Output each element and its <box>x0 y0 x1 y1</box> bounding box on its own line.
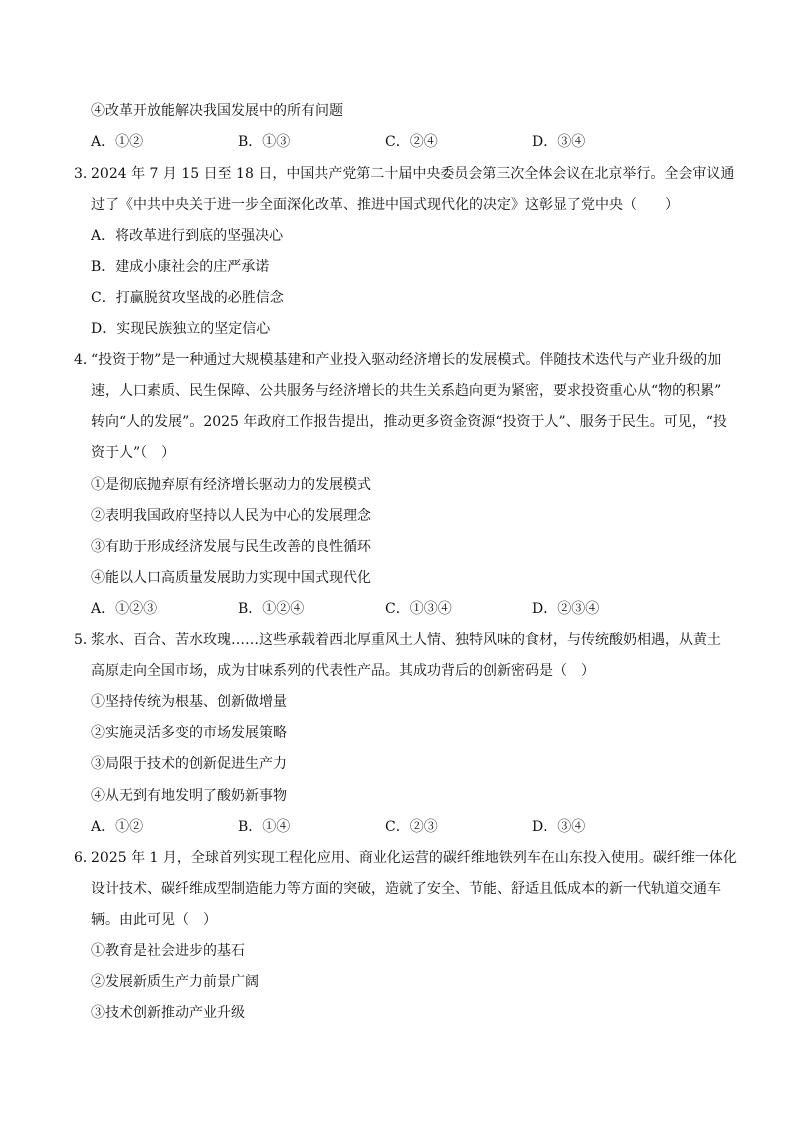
q3-stem-line-2: 过了《中共中央关于进一步全面深化改革、推进中国式现代化的决定》这彰显了党中央（ ） <box>91 197 679 213</box>
q4-option-b: B．①②④ <box>238 601 305 617</box>
q4-options <box>91 599 731 619</box>
q4-stem-line-2: 速，人口素质、民生保障、公共服务与经济增长的共生关系趋向更为紧密，要求投资重心从“物的积累” <box>91 383 722 399</box>
q4-stem-line-1: 4．“投资于物”是一种通过大规模基建和产业投入驱动经济增长的发展模式。伴随技术迭代与产业升级的加 <box>74 352 722 368</box>
q5-item-2: ②实施灵活多变的市场发展策略 <box>91 725 287 741</box>
q5-option-a: A．①② <box>91 819 144 835</box>
q4-item-3: ③有助于形成经济发展与民生改善的良性循环 <box>91 539 371 555</box>
q3-number: 3． <box>74 166 97 182</box>
q5-option-d: D．③④ <box>532 819 586 835</box>
q3-option-b: B．建成小康社会的庄严承诺 <box>91 259 270 275</box>
q6-item-1: ①教育是社会进步的基石 <box>91 943 245 959</box>
q3-option-a: A．将改革进行到底的坚强决心 <box>91 228 284 244</box>
q4-item-2: ②表明我国政府坚持以人民为中心的发展理念 <box>91 508 371 524</box>
q5-option-b: B．①④ <box>238 819 291 835</box>
q2-option-b: B．①③ <box>238 134 291 150</box>
q5-options <box>91 817 731 837</box>
q4-option-a: A．①②③ <box>91 601 158 617</box>
q5-stem-line-2: 高原走向全国市场，成为甘味系列的代表性产品。其成功背后的创新密码是（ ） <box>91 663 595 679</box>
q2-item-4: ④改革开放能解决我国发展中的所有问题 <box>91 103 343 119</box>
q5-option-c: C．②③ <box>385 819 438 835</box>
q5-number: 5． <box>74 632 97 648</box>
q5-item-3: ③局限于技术的创新促进生产力 <box>91 756 287 772</box>
q3-stem-line-1: 3．2024 年 7 月 15 日至 18 日，中国共产党第二十届中央委员会第三次全体会议在北京举行。全会审议通 <box>74 166 735 182</box>
q3-option-d: D．实现民族独立的坚定信心 <box>91 321 271 337</box>
q6-stem-line-1: 6．2025 年 1 月，全球首列实现工程化应用、商业化运营的碳纤维地铁列车在山东投入使用。碳纤维一体化 <box>74 850 737 866</box>
q3-option-c: C．打赢脱贫攻坚战的必胜信念 <box>91 290 284 306</box>
q4-stem-line-4: 资于人”（ ） <box>91 445 176 461</box>
q6-stem-line-2: 设计技术、碳纤维成型制造能力等方面的突破，造就了安全、节能、舒适且低成本的新一代轨道交通车 <box>91 881 721 897</box>
q6-stem-line-3: 辆。由此可见（ ） <box>91 912 217 928</box>
q4-item-4: ④能以人口高质量发展助力实现中国式现代化 <box>91 570 371 586</box>
q4-stem-line-3: 转向“人的发展”。2025 年政府工作报告提出，推动更多资金资源“投资于人”、服务于民生。可见，“投 <box>91 414 727 430</box>
q5-item-1: ①坚持传统为根基、创新做增量 <box>91 694 287 710</box>
q6-number: 6． <box>74 850 97 866</box>
q6-item-3: ③技术创新推动产业升级 <box>91 1005 245 1021</box>
q5-stem-line-1: 5．浆水、百合、苦水玫瑰……这些承载着西北厚重风土人情、独特风味的食材，与传统酸奶相遇，从黄土 <box>74 632 721 648</box>
q2-option-d: D．③④ <box>532 134 586 150</box>
q4-option-c: C．①③④ <box>385 601 452 617</box>
q4-item-1: ①是彻底抛弃原有经济增长驱动力的发展模式 <box>91 477 371 493</box>
q2-options <box>91 132 731 152</box>
q4-number: 4． <box>74 352 97 368</box>
q2-option-a: A．①② <box>91 134 144 150</box>
q6-item-2: ②发展新质生产力前景广阔 <box>91 974 259 990</box>
q5-item-4: ④从无到有地发明了酸奶新事物 <box>91 788 287 804</box>
q4-option-d: D．②③④ <box>532 601 600 617</box>
q2-option-c: C．②④ <box>385 134 438 150</box>
